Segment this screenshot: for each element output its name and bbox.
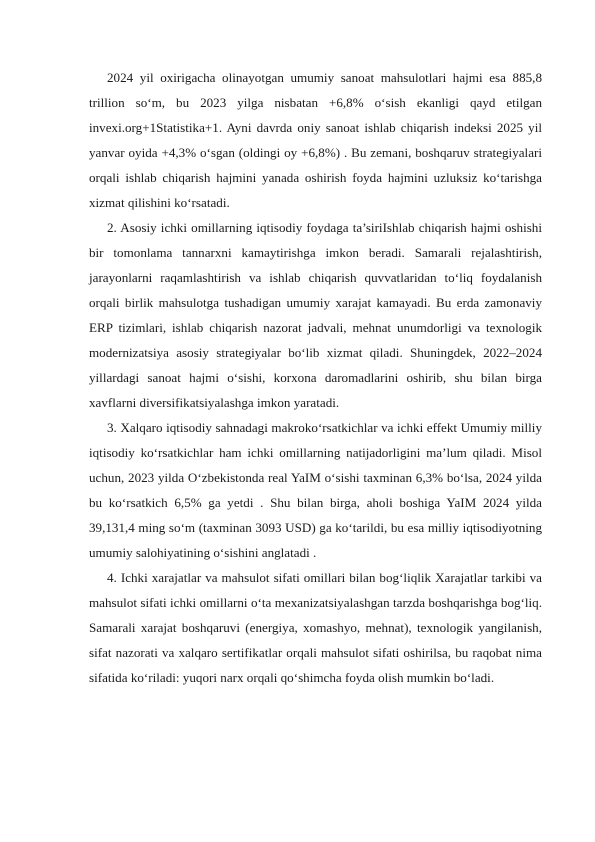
paragraph-1: 2024 yil oxirigacha olinayotgan umumiy sanoat mahsulotlari hajmi esa 885,8 trillion so‘m, bu 2023 yilga nisbatan +6,8% o‘sish ekanligi qayd etilgan invexi.org+1Statistika+1. Ayni davrda oniy sanoat ishlab chiqarish indeksi 2025 yil yanvar oyida +4,3% o‘sgan (oldingi oy +6,8%) . Bu zemani, boshqaruv strategiyalari orqali ishlab chiqarish hajmini yanada oshirish foyda hajmini uzluksiz ko‘tarishga xizmat qilishini ko‘rsatadi.	[89, 70, 542, 210]
document-body	[89, 65, 542, 690]
paragraph-3: 3. Xalqaro iqtisodiy sahnadagi makroko‘rsatkichlar va ichki effekt Umumiy milliy iqtisodiy ko‘rsatkichlar ham ichki omillarning natijadorligini ma’lum qiladi. Misol uchun, 2023 yilda O‘zbekistonda real YaIM o‘sishi taxminan 6,3% bo‘lsa, 2024 yilda bu ko‘rsatkich 6,5% ga yetdi . Shu bilan birga, aholi boshiga YaIM 2024 yilda 39,131,4 ming so‘m (taxminan 3093 USD) ga ko‘tarildi, bu esa milliy iqtisodiyotning umumiy salohiyatining o‘sishini anglatadi .	[89, 420, 542, 560]
paragraph-4: 4. Ichki xarajatlar va mahsulot sifati omillari bilan bog‘liqlik Xarajatlar tarkibi va mahsulot sifati ichki omillarni o‘ta mexanizatsiyalashgan tarzda boshqarishga bog‘liq. Samarali xarajat boshqaruvi (energiya, xomashyo, mehnat), texnologik yangilanish, sifat nazorati va xalqaro sertifikatlar orqali mahsulot sifati oshirilsa, bu raqobat nima sifatida ko‘riladi: yuqori narx orqali qo‘shimcha foyda olish mumkin bo‘ladi.	[89, 570, 542, 685]
paragraph-2: 2. Asosiy ichki omillarning iqtisodiy foydaga ta’siriIshlab chiqarish hajmi oshishi bir tomonlama tannarxni kamaytirishga imkon beradi. Samarali rejalashtirish, jarayonlarni raqamlashtirish va ishlab chiqarish quvvatlaridan to‘liq foydalanish orqali birlik mahsulotga tushadigan umumiy xarajat kamayadi. Bu erda zamonaviy ERP tizimlari, ishlab chiqarish nazorat jadvali, mehnat unumdorligi va texnologik modernizatsiya asosiy strategiyalar bo‘lib xizmat qiladi. Shuningdek, 2022–2024 yillardagi sanoat hajmi o‘sishi, korxona daromadlarini oshirib, shu bilan birga xavflarni diversifikatsiyalashga imkon yaratadi.	[89, 220, 542, 410]
